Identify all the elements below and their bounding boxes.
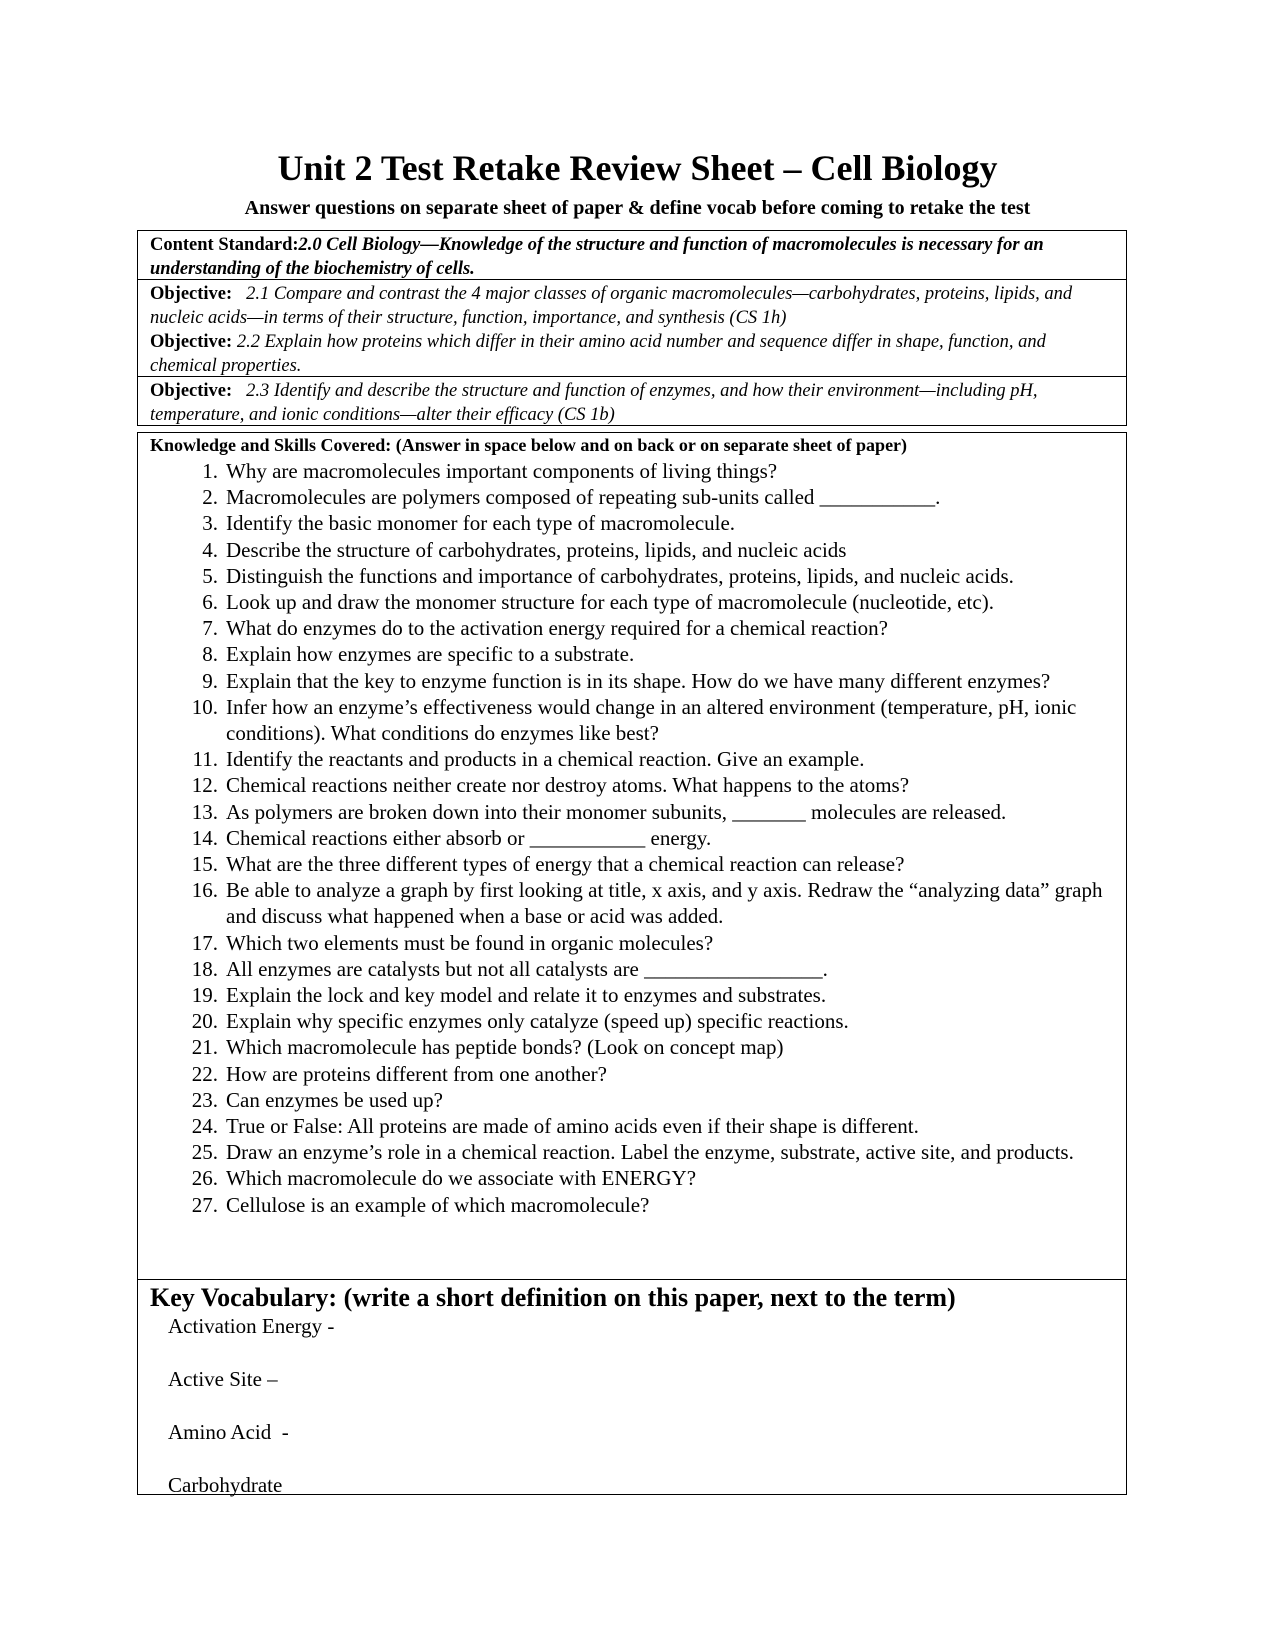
question-item <box>138 930 1126 956</box>
question-item <box>138 615 1126 641</box>
question-item <box>138 1034 1126 1060</box>
objectives-section <box>138 280 1126 377</box>
objective-2 <box>150 330 1114 378</box>
question-number: 7. <box>202 616 218 641</box>
question-item <box>138 746 1126 772</box>
question-item <box>138 641 1126 667</box>
objective-text: 2.2 Explain how proteins which differ in their amino acid number and sequence differ in shape, function, and chemical properties. <box>150 332 1046 376</box>
vocabulary-header: Key Vocabulary: (write a short definition on this paper, next to the term) <box>150 1283 956 1312</box>
question-number: 1. <box>202 459 218 483</box>
question-number: 13. <box>191 799 218 824</box>
objective-label: Objective: <box>150 284 233 304</box>
objective-1 <box>150 282 1114 330</box>
vocabulary-term: Amino Acid - <box>168 1420 289 1444</box>
question-number: 14. <box>191 825 218 850</box>
question-text: All enzymes are catalysts but not all catalysts are _________________. <box>226 956 828 981</box>
question-number: 15. <box>191 852 218 877</box>
question-number: 27. <box>191 1192 218 1217</box>
question-number: 10. <box>191 694 218 719</box>
question-text: Explain how enzymes are specific to a substrate. <box>226 642 635 667</box>
page-subtitle: Answer questions on separate sheet of paper & define vocab before coming to retake the test <box>244 197 1031 219</box>
question-text: Identify the basic monomer for each type of macromolecule. <box>226 511 736 536</box>
question-number: 24. <box>191 1114 218 1139</box>
question-text: Describe the structure of carbohydrates, proteins, lipids, and nucleic acids <box>226 537 847 562</box>
objective-label: Objective: <box>150 381 233 401</box>
question-text: How are proteins different from one another? <box>226 1061 607 1086</box>
question-number: 3. <box>202 511 218 536</box>
knowledge-skills-box <box>137 432 1127 1495</box>
question-number: 21. <box>191 1035 218 1060</box>
question-item <box>138 982 1126 1008</box>
question-item <box>138 1113 1126 1139</box>
question-text: Explain the lock and key model and relate it to enzymes and substrates. <box>226 983 827 1008</box>
question-number: 11. <box>192 747 218 772</box>
question-number: 9. <box>202 668 218 693</box>
page-title: Unit 2 Test Retake Review Sheet – Cell Biology <box>277 148 998 188</box>
question-text: Be able to analyze a graph by first looking at title, x axis, and y axis. Redraw the “analyzing data” graph and discuss what happened when a base or acid was added. <box>226 878 1103 929</box>
content-standard-label: Content Standard: <box>150 235 299 255</box>
content-standard-text: 2.0 Cell Biology—Knowledge of the structure and function of macromolecules is necessary for an understanding of the biochemistry of cells. <box>150 235 1044 279</box>
question-number: 22. <box>191 1061 218 1086</box>
question-item <box>138 589 1126 615</box>
question-item <box>138 799 1126 825</box>
question-number: 8. <box>202 642 218 667</box>
question-number: 26. <box>191 1166 218 1191</box>
objective-3 <box>150 379 1114 427</box>
question-number: 18. <box>191 956 218 981</box>
question-text: Distinguish the functions and importance of carbohydrates, proteins, lipids, and nucleic acids. <box>226 563 1014 588</box>
question-text: What are the three different types of energy that a chemical reaction can release? <box>226 852 905 877</box>
question-text: Why are macromolecules important components of living things? <box>226 459 778 483</box>
question-item <box>138 563 1126 589</box>
objective-text: 2.3 Identify and describe the structure and function of enzymes, and how their environment—including pH, temperature, and ionic conditions—alter their efficacy (CS 1b) <box>150 381 1038 425</box>
question-item <box>138 772 1126 798</box>
question-item <box>138 484 1126 510</box>
question-number: 2. <box>202 485 218 510</box>
question-text: Explain that the key to enzyme function is in its shape. How do we have many different enzymes? <box>226 668 1051 693</box>
vocabulary-term: Active Site – <box>168 1367 278 1391</box>
question-number: 5. <box>202 563 218 588</box>
question-number: 23. <box>191 1087 218 1112</box>
question-text: Can enzymes be used up? <box>226 1087 443 1112</box>
objective-label: Objective: <box>150 332 233 352</box>
question-item <box>138 877 1126 929</box>
question-text: Explain why specific enzymes only catalyze (speed up) specific reactions. <box>226 1009 849 1034</box>
question-item <box>138 1165 1126 1191</box>
question-number: 6. <box>202 590 218 615</box>
question-item <box>138 956 1126 982</box>
vocabulary-term: Carbohydrate <box>168 1473 283 1497</box>
question-item <box>138 1139 1126 1165</box>
question-item <box>138 458 1126 484</box>
question-text: Which macromolecule has peptide bonds? (Look on concept map) <box>226 1035 784 1060</box>
question-number: 17. <box>191 930 218 955</box>
question-item <box>138 851 1126 877</box>
question-number: 19. <box>191 983 218 1008</box>
question-item <box>138 694 1126 746</box>
question-item <box>138 537 1126 563</box>
question-item <box>138 1061 1126 1087</box>
question-number: 4. <box>202 537 218 562</box>
question-text: Draw an enzyme’s role in a chemical reaction. Label the enzyme, substrate, active site, and products. <box>226 1140 1074 1165</box>
question-item <box>138 825 1126 851</box>
section-divider <box>138 1279 1126 1280</box>
question-item <box>138 668 1126 694</box>
question-text: Macromolecules are polymers composed of repeating sub-units called ___________. <box>226 485 941 510</box>
vocabulary-list <box>168 1313 334 1525</box>
content-standard-section <box>138 231 1126 280</box>
objective-text: 2.1 Compare and contrast the 4 major classes of organic macromolecules—carbohydrates, proteins, lipids, and nucleic acids—in terms of their structure, function, importance, and synthesis (CS 1h) <box>150 284 1073 328</box>
question-number: 16. <box>191 878 218 903</box>
knowledge-skills-header: Knowledge and Skills Covered: (Answer in space below and on back or on separate sheet of paper) <box>150 435 908 455</box>
question-item <box>138 1192 1126 1218</box>
question-text: Infer how an enzyme’s effectiveness would change in an altered environment (temperature, pH, ionic conditions). What conditions do enzymes like best? <box>226 694 1077 746</box>
question-number: 12. <box>191 773 218 798</box>
question-text: Chemical reactions neither create nor destroy atoms. What happens to the atoms? <box>226 773 910 798</box>
question-number: 25. <box>191 1140 218 1165</box>
question-item <box>138 1008 1126 1034</box>
question-text: Which macromolecule do we associate with ENERGY? <box>226 1166 697 1191</box>
question-item <box>138 1087 1126 1113</box>
question-number: 20. <box>191 1009 218 1034</box>
question-text: Look up and draw the monomer structure for each type of macromolecule (nucleotide, etc). <box>226 590 994 615</box>
question-text: True or False: All proteins are made of amino acids even if their shape is different. <box>226 1114 919 1139</box>
question-text: Which two elements must be found in organic molecules? <box>226 930 714 955</box>
question-text: Identify the reactants and products in a chemical reaction. Give an example. <box>226 747 865 772</box>
vocabulary-term: Activation Energy - <box>168 1314 335 1338</box>
question-text: Cellulose is an example of which macromolecule? <box>226 1192 650 1217</box>
objective-3-section <box>138 377 1126 425</box>
standards-box <box>137 230 1127 426</box>
question-text: What do enzymes do to the activation energy required for a chemical reaction? <box>226 616 888 641</box>
question-text: As polymers are broken down into their monomer subunits, _______ molecules are released. <box>226 799 1007 824</box>
question-list <box>138 458 1126 1218</box>
question-item <box>138 510 1126 536</box>
question-text: Chemical reactions either absorb or ___________ energy. <box>226 825 712 850</box>
